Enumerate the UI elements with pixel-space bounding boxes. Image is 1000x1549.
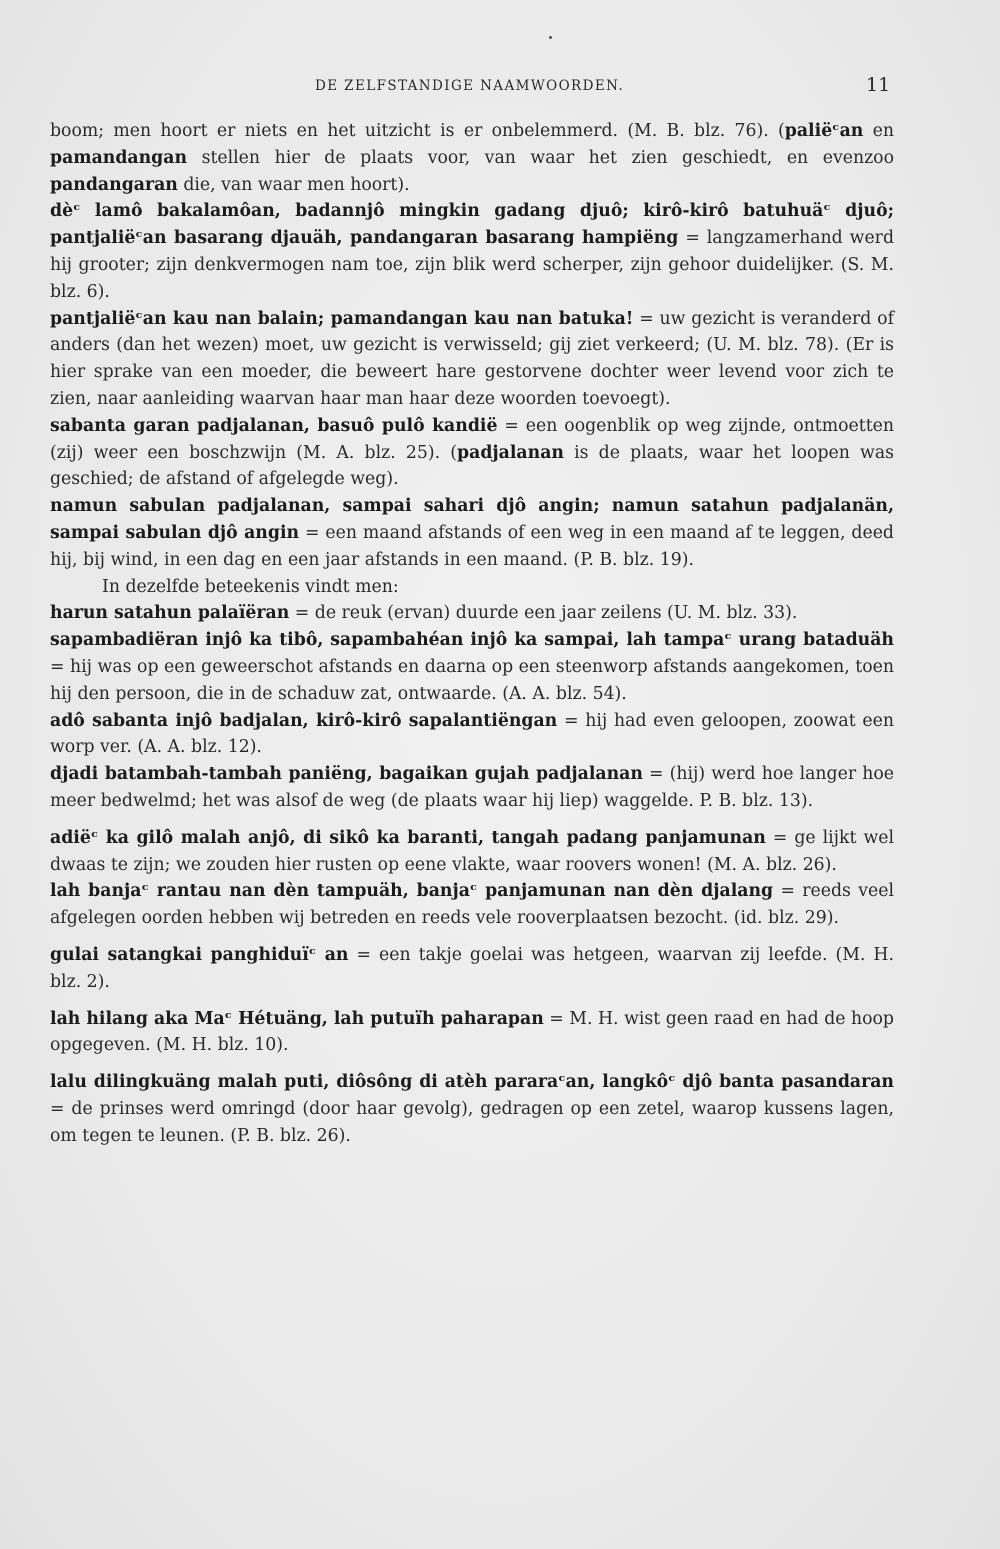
translation-text: = hij was op een geweerschot afstands en daarna op een steenworp afstands aangekomen, toen hij den persoon, die in de schaduw zat, ontwaarde. (A. A. blz. 54). (50, 656, 894, 704)
paragraph (50, 306, 894, 413)
translation-text: = M. H. wist geen raad en had de hoop opgegeven. (M. H. blz. 10). (50, 1008, 894, 1056)
translation-text: = een oogenblik op weg zijnde, ontmoetten (zij) weer een boschzwijn (M. A. blz. 25). ( (50, 415, 894, 463)
translation-text: = langzamerhand werd hij grooter; zijn denkvermogen nam toe, zijn blik werd scherper, zijn gehoor duidelijker. (S. M. blz. 6). (50, 228, 895, 302)
translation-text: stellen hier de plaats voor, van waar het zien geschiedt, en evenzoo (187, 147, 894, 168)
paragraph (50, 1006, 894, 1060)
paragraph (50, 118, 894, 198)
translation-text: = (hij) werd hoe langer hoe meer bedwelmd; het was alsof de weg (de plaats waar hij liep) waggelde. P. B. blz. 13). (50, 764, 894, 811)
page-number: 11 (866, 74, 891, 96)
paragraph (50, 761, 894, 815)
translation-text: = hij had even geloopen, zoowat een worp ver. (A. A. blz. 12). (50, 710, 894, 758)
paragraph (50, 825, 894, 879)
translation-text: = ge lijkt wel dwaas te zijn; we zouden hier rusten op eene vlakte, waar roovers wonen! (M. A. blz. 26). (50, 827, 894, 875)
translation-text: die, van waar men hoort). (177, 174, 410, 195)
example-phrase: padjalanan (457, 442, 564, 463)
paragraph (50, 574, 894, 601)
translation-text: = een takje goelai was hetgeen, waarvan zij leefde. (M. H. blz. 2). (50, 944, 894, 992)
paragraph (50, 942, 894, 996)
paragraph (50, 708, 894, 762)
example-phrase: paliëᶜan (784, 121, 864, 141)
translation-text: en (863, 121, 894, 141)
example-phrase: lalu dilingkuäng malah puti, diôsông di atèh pararaᶜan, langkôᶜ djô banta pasandaran (50, 1072, 894, 1093)
example-phrase: sapambadiëran injô ka tibô, sapambahéan injô ka sampai, lah tampaᶜ urang bataduäh (50, 630, 894, 651)
paragraph (50, 1069, 894, 1149)
translation-text: = reeds veel afgelegen oorden hebben wij betreden en reeds vele rooverplaatsen bezocht. (id. blz. 29). (50, 881, 894, 929)
translation-text: In dezelfde beteekenis vindt men: (102, 576, 399, 597)
translation-text: = de reuk (ervan) duurde een jaar zeilens (U. M. blz. 33). (289, 603, 798, 624)
body-text (50, 118, 894, 1149)
example-phrase: pamandangan (50, 147, 188, 168)
scan-speck (549, 36, 552, 39)
paragraph (50, 600, 894, 627)
page-header (0, 76, 1000, 100)
paragraph (50, 627, 894, 707)
translation-text: = de prinses werd omringd (door haar gevolg), gedragen op een zetel, waarop kussens lagen, om tegen te leunen. (P. B. blz. 26). (50, 1098, 894, 1146)
example-phrase: adô sabanta injô badjalan, kirô-kirô sapalantiëngan (50, 710, 558, 731)
example-phrase: harun satahun palaïëran (50, 603, 290, 624)
running-title: DE ZELFSTANDIGE NAAMWOORDEN. (315, 78, 625, 94)
paragraph (50, 878, 894, 932)
example-phrase: adiëᶜ ka gilô malah anjô, di sikô ka baranti, tangah padang panjamunan (50, 827, 766, 848)
example-phrase: gulai satangkai panghiduïᶜ an (50, 944, 349, 965)
example-phrase: pantjaliëᶜan kau nan balain; pamandangan kau nan batuka! (50, 308, 634, 329)
example-phrase: dèᶜ lamô bakalamôan, badannjô mingkin gadang djuô; kirô-kirô batuhuäᶜ djuô; pantjaliëᶜan basarang djauäh, pandangaran basarang hampiëng (50, 201, 894, 249)
example-phrase: sabanta garan padjalanan, basuô pulô kandië (50, 415, 498, 436)
translation-text: = uw gezicht is veranderd of anders (dan het wezen) moet, uw gezicht is verwisseld; gij ziet verkeerd; (U. M. blz. 78). (Er is hier sprake van een moeder, die beweert hare gestorvene dochter weer levend voor zich te zien, naar aanleiding waarvan haar man haar deze woorden toevoegt). (50, 308, 894, 409)
translation-text: is de plaats, waar het loopen was geschied; de afstand of afgelegde weg). (50, 442, 895, 490)
translation-text: = een maand afstands of een weg in een maand af te leggen, deed hij, bij wind, in een dag en een jaar afstands in een maand. (P. B. blz. 19). (50, 522, 894, 570)
paragraph (50, 493, 894, 573)
example-phrase: pandangaran (50, 174, 178, 195)
paragraph (50, 413, 894, 493)
example-phrase: lah hilang aka Maᶜ Hétuäng, lah putuïh paharapan (50, 1008, 544, 1029)
example-phrase: djadi batambah-tambah paniëng, bagaikan gujah padjalanan (50, 764, 643, 785)
translation-text: boom; men hoort er niets en het uitzicht is er onbelemmerd. (M. B. blz. 76). ( (50, 121, 785, 141)
example-phrase: namun sabulan padjalanan, sampai sahari djô angin; namun satahun padjalanän, sampai sabulan djô angin (50, 496, 894, 543)
paragraph (50, 198, 894, 305)
example-phrase: lah banjaᶜ rantau nan dèn tampuäh, banjaᶜ panjamunan nan dèn djalang (50, 881, 774, 902)
